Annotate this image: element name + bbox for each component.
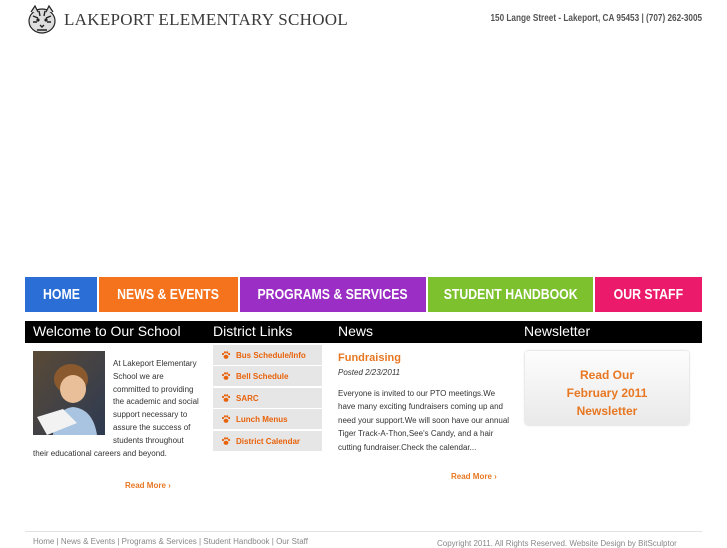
footer-links[interactable]: Home | News & Events | Programs & Services | Student Handbook | Our Staff bbox=[33, 537, 308, 546]
district-link-sarc[interactable] bbox=[213, 388, 322, 408]
district-links-heading: District Links bbox=[213, 323, 293, 339]
news-date: Posted 2/23/2011 bbox=[338, 368, 401, 377]
newsletter-line-3: Newsletter bbox=[576, 404, 638, 418]
news-title-link[interactable]: Fundraising bbox=[338, 352, 401, 364]
news-read-more-link[interactable]: Read More › bbox=[451, 472, 497, 481]
nav-student-handbook-label: STUDENT HANDBOOK bbox=[443, 286, 578, 303]
nav-news-events-label: NEWS & EVENTS bbox=[117, 286, 220, 303]
paw-icon bbox=[221, 393, 231, 403]
newsletter-heading: Newsletter bbox=[524, 323, 591, 339]
nav-student-handbook[interactable] bbox=[428, 277, 593, 312]
paw-icon bbox=[221, 371, 231, 381]
district-link-label: SARC bbox=[236, 393, 259, 403]
tiger-logo-icon[interactable] bbox=[25, 4, 59, 36]
news-heading: News bbox=[338, 323, 374, 339]
footer-divider bbox=[25, 531, 702, 532]
nav-news-events[interactable] bbox=[99, 277, 238, 312]
nav-home[interactable] bbox=[25, 277, 97, 312]
welcome-body: At Lakeport Elementary School we are committed to providing the academic and social support necessary to assure the success of students throughout their educational careers and beyond. bbox=[33, 359, 199, 458]
paw-icon bbox=[221, 436, 231, 446]
district-link-label: Bell Schedule bbox=[236, 371, 289, 381]
copyright-text: Copyright 2011. All Rights Reserved. Website Design by BitSculptor bbox=[437, 539, 677, 548]
newsletter-text[interactable] bbox=[525, 366, 689, 420]
welcome-text bbox=[33, 358, 199, 460]
welcome-heading: Welcome to Our School bbox=[33, 323, 181, 339]
nav-programs-services-label: PROGRAMS & SERVICES bbox=[257, 286, 409, 303]
nav-programs-services[interactable] bbox=[240, 277, 426, 312]
district-link-label: Lunch Menus bbox=[236, 414, 288, 424]
news-body: Everyone is invited to our PTO meetings.We have many exciting fundraisers coming up and need your support.We will soon have our annual Tiger Track-A-Thon,See's Candy, and a hair cutting fundraiser.Check the calendar... bbox=[338, 389, 510, 452]
welcome-read-more-link[interactable]: Read More › bbox=[125, 481, 171, 490]
district-link-label: Bus Schedule/Info bbox=[236, 350, 306, 360]
newsletter-line-2: February 2011 bbox=[566, 386, 648, 400]
paw-icon bbox=[221, 350, 231, 360]
nav-our-staff[interactable] bbox=[595, 277, 702, 312]
district-link-bus-schedule[interactable] bbox=[213, 345, 322, 365]
paw-icon bbox=[221, 414, 231, 424]
district-link-bell-schedule[interactable] bbox=[213, 366, 322, 386]
nav-our-staff-label: OUR STAFF bbox=[613, 286, 684, 303]
newsletter-line-1: Read Our bbox=[579, 368, 634, 382]
district-link-label: District Calendar bbox=[236, 436, 301, 446]
district-link-district-calendar[interactable] bbox=[213, 431, 322, 451]
contact-info: 150 Lange Street - Lakeport, CA 95453 | (707) 262-3005 bbox=[490, 13, 702, 24]
school-name[interactable]: LAKEPORT ELEMENTARY SCHOOL bbox=[64, 10, 349, 29]
district-link-lunch-menus[interactable] bbox=[213, 409, 322, 429]
nav-home-label: HOME bbox=[42, 286, 80, 303]
